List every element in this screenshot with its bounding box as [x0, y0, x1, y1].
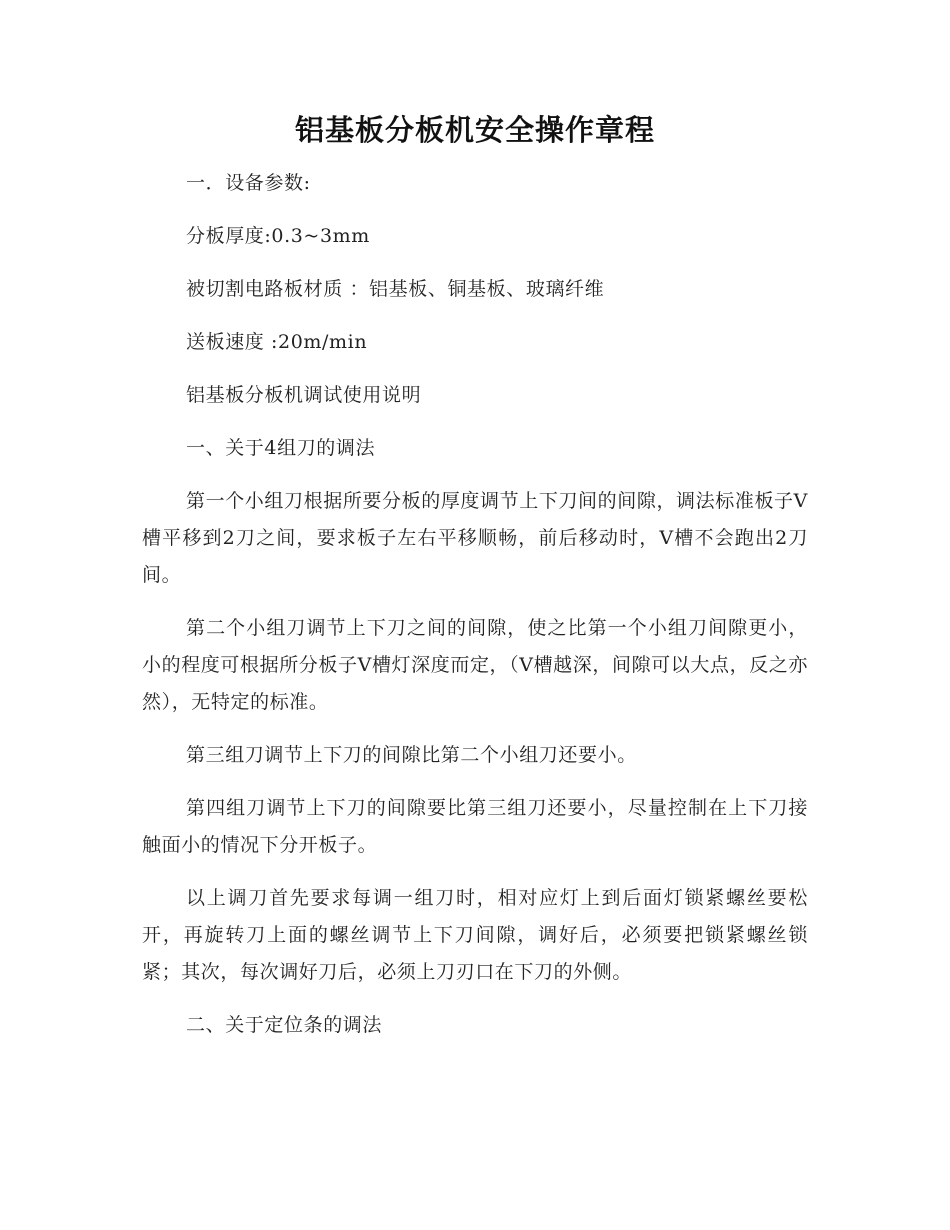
- section-heading-four-blades: 一、关于4组刀的调法: [186, 437, 376, 459]
- param-board-material: 被切割电路板材质 ：铝基板、铜基板、玻璃纤维: [186, 278, 605, 300]
- paragraph-first-blade: 第一个小组刀根据所要分板的厚度调节上下刀间的间隙，调法标准板子V槽平移到2刀之间，要求板子左右平移顺畅，前后移动时，V槽不会跑出2刀间。: [142, 490, 808, 586]
- document-body: [142, 165, 808, 1060]
- subtitle-debug-instructions: 铝基板分板机调试使用说明: [186, 384, 422, 406]
- param-board-thickness: 分板厚度:0.3~3mm: [186, 225, 370, 247]
- section-heading-equipment-params: 一．设备参数:: [186, 172, 311, 194]
- paragraph-fourth-blade: 第四组刀调节上下刀的间隙要比第三组刀还要小，尽量控制在上下刀接触面小的情况下分开板子。: [142, 797, 808, 856]
- document-title: 铝基板分板机安全操作章程: [294, 113, 655, 147]
- paragraph-blade-adjust-notes: 以上调刀首先要求每调一组刀时，相对应灯上到后面灯锁紧螺丝要松开，再旋转刀上面的螺丝调节上下刀间隙，调好后，必须要把锁紧螺丝锁紧；其次，每次调好刀后，必须上刀刃口在下刀的外侧。: [142, 887, 808, 983]
- section-heading-positioning-bar: 二、关于定位条的调法: [186, 1014, 383, 1036]
- paragraph-second-blade: 第二个小组刀调节上下刀之间的间隙，使之比第一个小组刀间隙更小，小的程度可根据所分板子V槽灯深度而定，（V槽越深，间隙可以大点，反之亦然），无特定的标准。: [142, 617, 808, 713]
- paragraph-third-blade: 第三组刀调节上下刀的间隙比第二个小组刀还要小。: [186, 744, 637, 766]
- param-feed-speed: 送板速度 :20m/min: [186, 331, 368, 353]
